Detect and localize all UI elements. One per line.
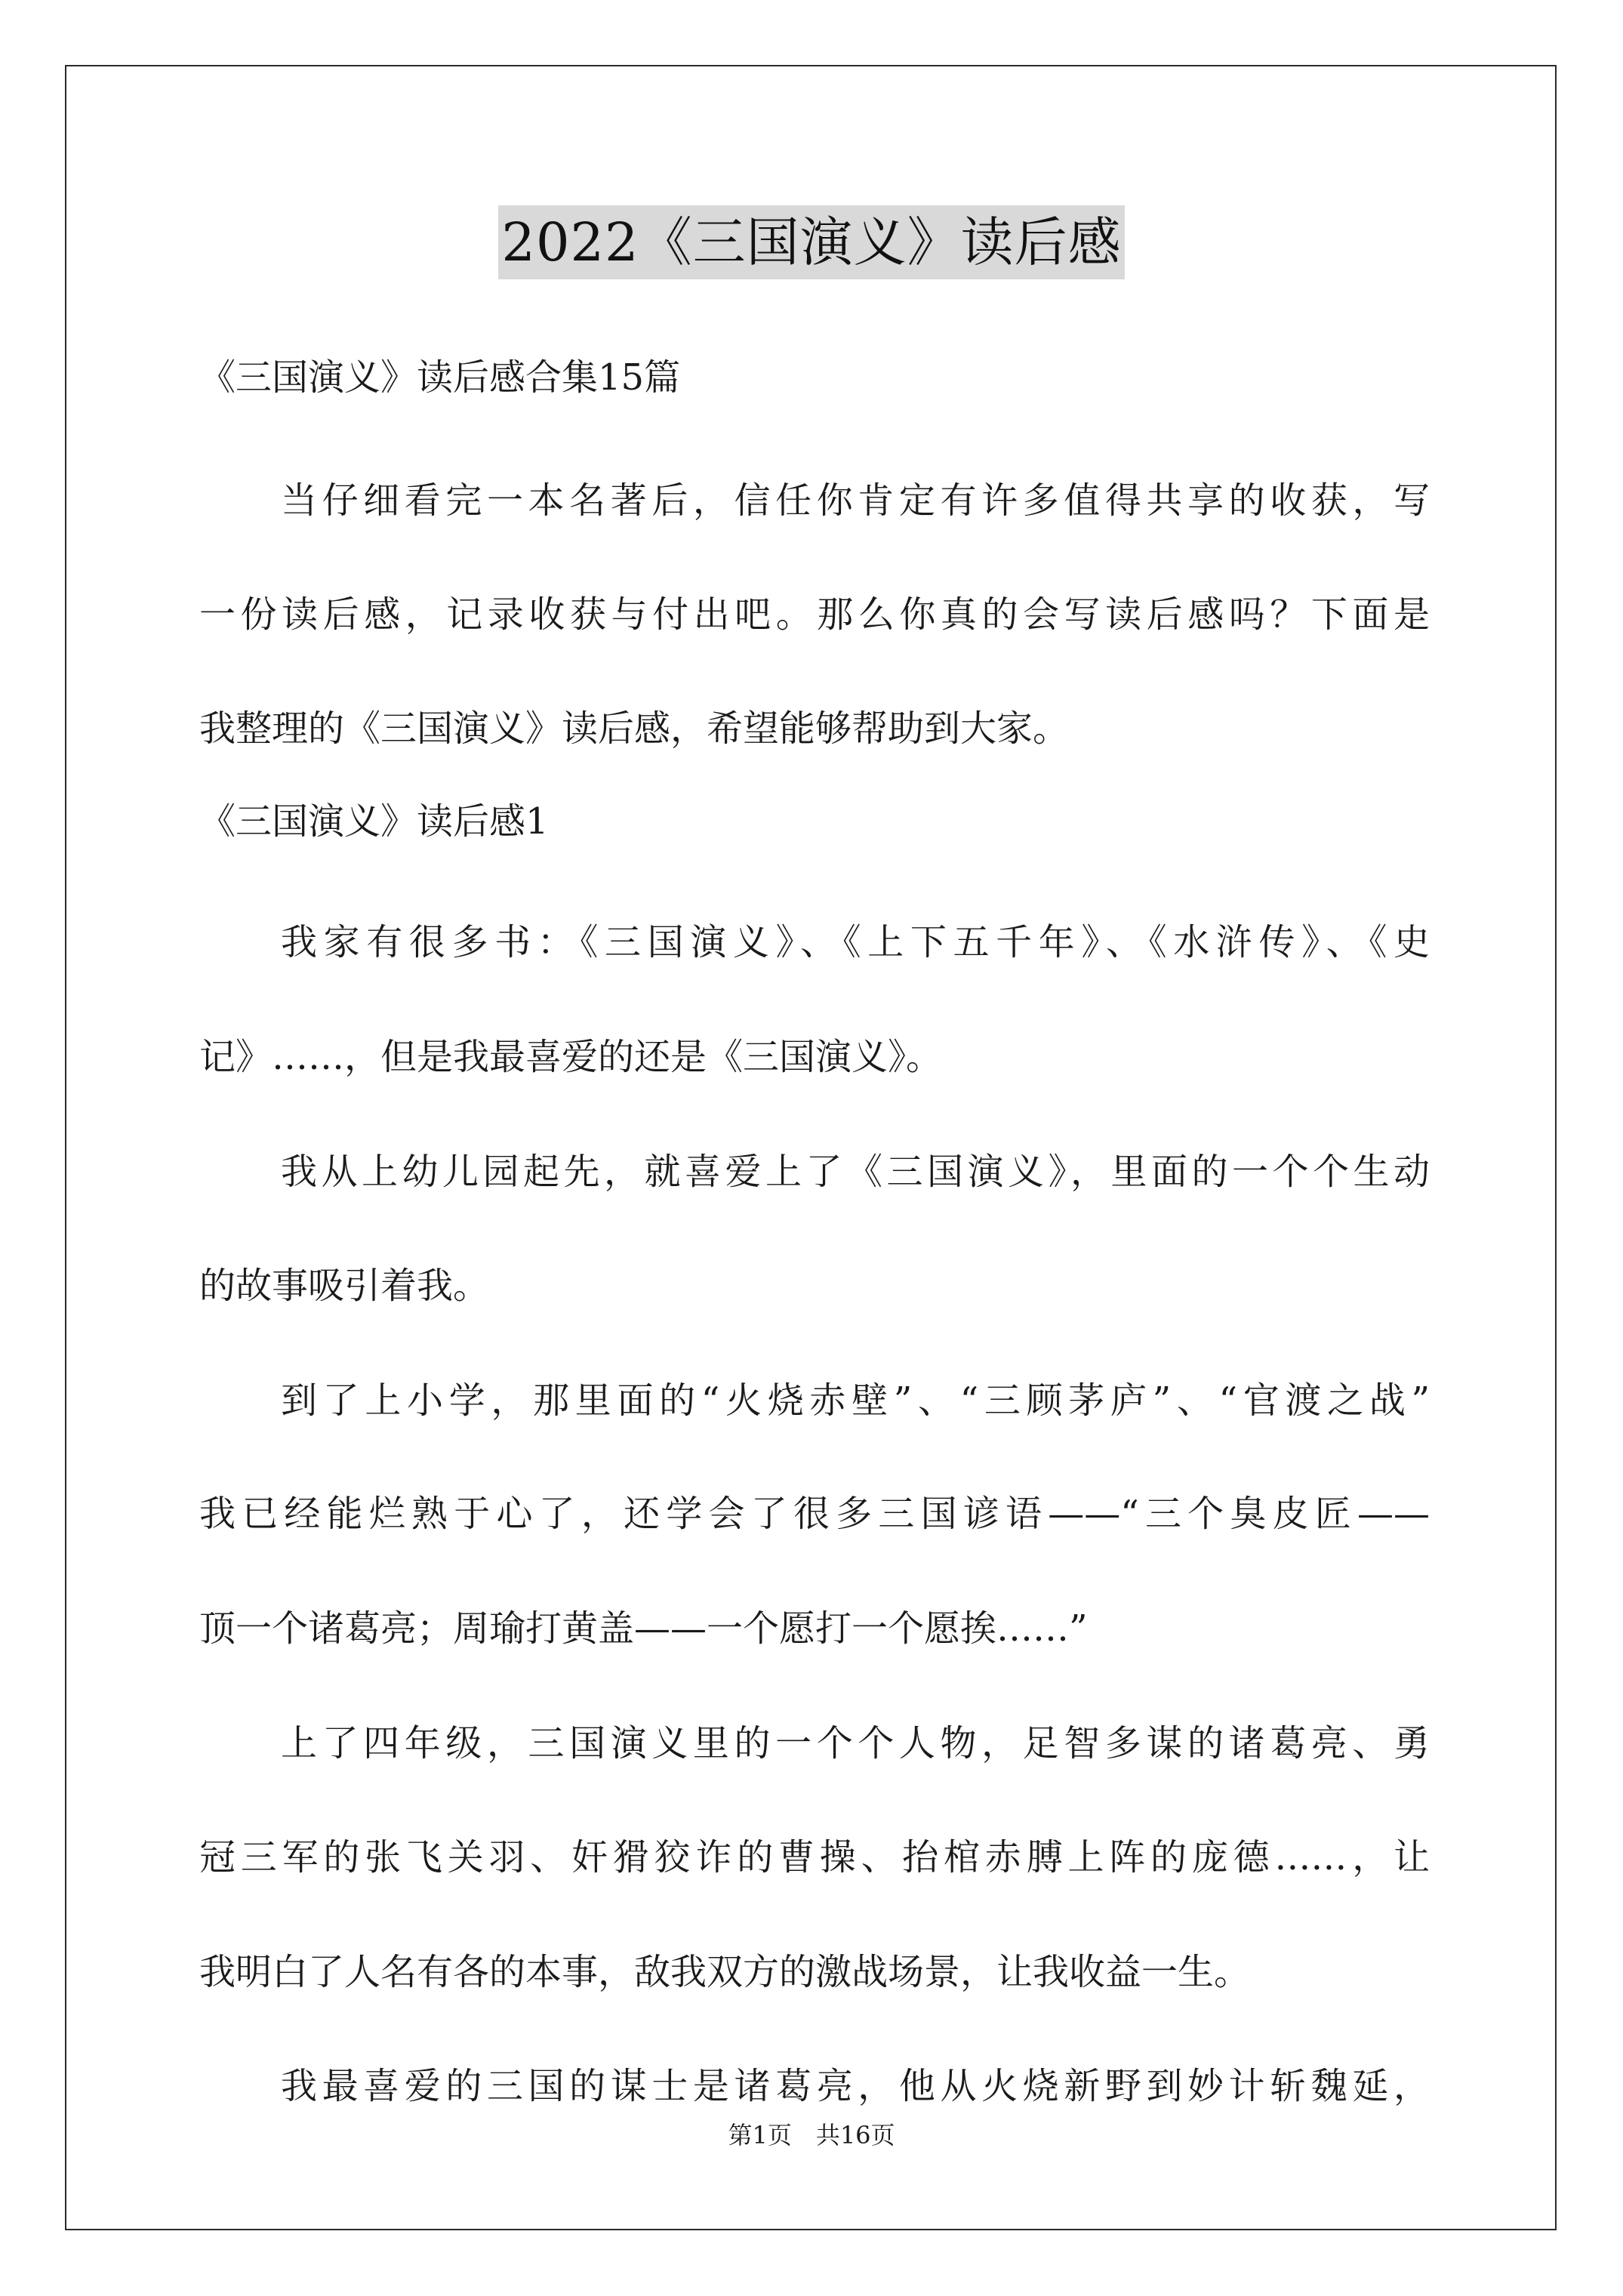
page-footer: 第1页 共16页	[728, 2121, 895, 2150]
intro-line-1: 当仔细看完一本名著后，信任你肯定有许多值得共享的收获，写	[281, 479, 1430, 522]
body-line-7: 顶一个诸葛亮；周瑜打黄盖——一个愿打一个愿挨……”	[199, 1607, 1088, 1650]
title-container	[0, 205, 1623, 279]
body-line-5: 到了上小学，那里面的“火烧赤壁”、“三顾茅庐”、“官渡之战”	[281, 1379, 1430, 1422]
intro-line-2: 一份读后感，记录收获与付出吧。那么你真的会写读后感吗？下面是	[199, 593, 1430, 636]
intro-line-3: 我整理的《三国演义》读后感，希望能够帮助到大家。	[199, 707, 1070, 750]
document-title: 2022《三国演义》读后感	[498, 205, 1124, 279]
body-line-9: 冠三军的张飞关羽、奸猾狡诈的曹操、抬棺赤膊上阵的庞德……，让	[199, 1836, 1430, 1878]
body-line-3: 我从上幼儿园起先，就喜爱上了《三国演义》，里面的一个个生动	[281, 1151, 1430, 1193]
body-line-1: 我家有很多书：《三国演义》、《上下五千年》、《水浒传》、《史	[281, 921, 1430, 963]
body-line-10: 我明白了人名有各的本事，敌我双方的激战场景，让我收益一生。	[199, 1951, 1251, 1993]
body-line-4: 的故事吸引着我。	[199, 1265, 490, 1307]
body-line-6: 我已经能烂熟于心了，还学会了很多三国谚语——“三个臭皮匠——	[199, 1493, 1430, 1535]
body-line-8: 上了四年级，三国演义里的一个个人物，足智多谋的诸葛亮、勇	[281, 1722, 1430, 1764]
body-line-2: 记》……，但是我最喜爱的还是《三国演义》。	[199, 1036, 943, 1078]
document-subtitle: 《三国演义》读后感合集15篇	[199, 356, 681, 399]
section-heading: 《三国演义》读后感1	[199, 800, 549, 843]
body-line-11: 我最喜爱的三国的谋士是诸葛亮，他从火烧新野到妙计斩魏延，	[281, 2065, 1430, 2107]
